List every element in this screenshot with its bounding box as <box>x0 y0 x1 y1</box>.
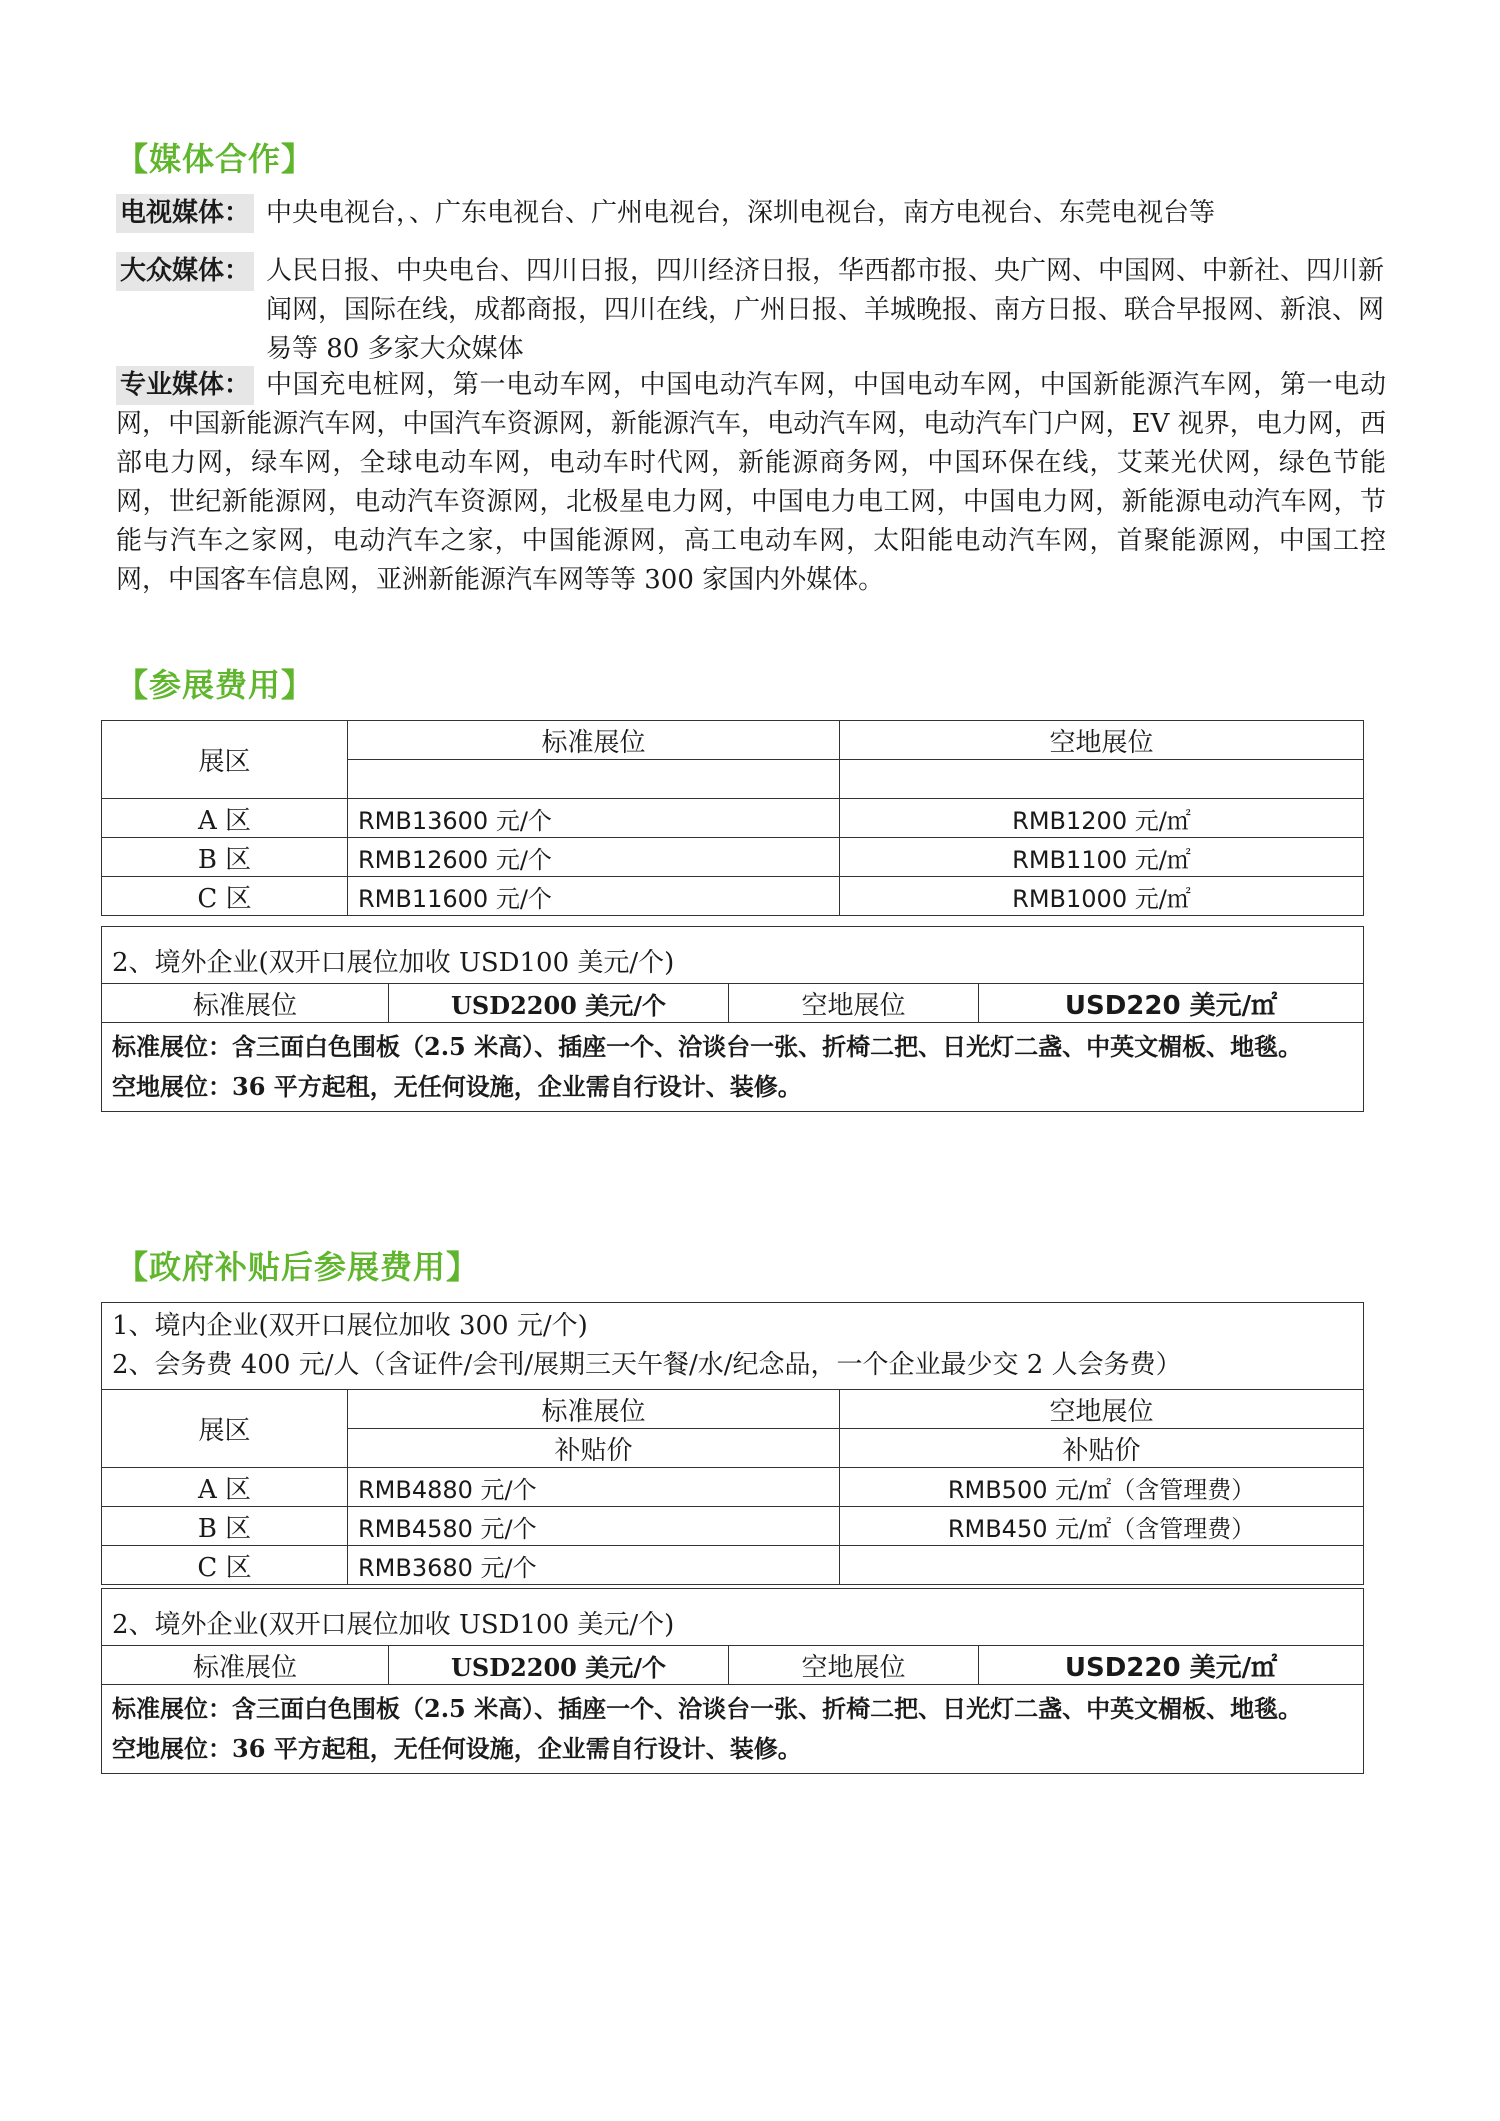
mass-media-text: 人民日报、中央电台、四川日报，四川经济日报，华西都市报、央广网、中国网、中新社、四川新闻网，国际在线，成都商报，四川在线，广州日报、羊城晚报、南方日报、联合早报网、新浪、网易等 80 多家大众媒体 <box>266 256 1385 364</box>
note-std-key: 标准展位： <box>112 1033 232 1061</box>
fees-overseas-title: 2、境外企业(双开口展位加收 USD100 美元/个) <box>102 927 1364 984</box>
subsidy-header-std-sub: 补贴价 <box>348 1429 840 1468</box>
raw-price-cell: RMB1100 元/㎡ <box>840 838 1364 877</box>
fees-notes <box>102 1023 1364 1112</box>
fees-header-raw: 空地展位 <box>840 721 1364 760</box>
table-row <box>102 1546 1364 1585</box>
zone-cell: A 区 <box>102 799 348 838</box>
tv-media-text: 中央电视台，、广东电视台、广州电视台，深圳电视台，南方电视台、东莞电视台等 <box>266 198 1216 228</box>
table-row <box>102 877 1364 916</box>
overseas-std-price: USD2200 美元/个 <box>389 984 729 1023</box>
subsidy-intro-domestic: 1、境内企业(双开口展位加收 300 元/个) <box>112 1311 588 1341</box>
subsidy-notes <box>102 1685 1364 1774</box>
note-std-text: 含三面白色围板（2.5 米高）、插座一个、洽谈台一张、折椅二把、日光灯二盏、中英文楣板、地毯。 <box>232 1032 1303 1061</box>
zone-cell: B 区 <box>102 838 348 877</box>
fees-header-raw-sub <box>840 760 1364 799</box>
note-raw-key: 空地展位： <box>112 1073 232 1101</box>
overseas-std-price: USD2200 美元/个 <box>389 1646 729 1685</box>
mass-media-label: 大众媒体： <box>116 252 254 291</box>
std-price-cell: RMB11600 元/个 <box>348 877 840 916</box>
raw-price-cell: RMB1200 元/㎡ <box>840 799 1364 838</box>
std-price-cell: RMB12600 元/个 <box>348 838 840 877</box>
table-row <box>102 1468 1364 1507</box>
zone-cell: C 区 <box>102 1546 348 1585</box>
overseas-raw-label: 空地展位 <box>729 1646 979 1685</box>
subsidy-header-zone: 展区 <box>102 1390 348 1468</box>
fees-section-title: 【参展费用】 <box>116 666 315 704</box>
subsidy-header-raw: 空地展位 <box>840 1390 1364 1429</box>
raw-price-cell: RMB500 元/㎡（含管理费） <box>840 1468 1364 1507</box>
raw-price-cell: RMB450 元/㎡（含管理费） <box>840 1507 1364 1546</box>
pro-media-text: 中国充电桩网，第一电动车网，中国电动汽车网，中国电动车网，中国新能源汽车网，第一电动网，中国新能源汽车网，中国汽车资源网，新能源汽车，电动汽车网，电动汽车门户网，EV 视界，电力网，西部电力网，绿车网，全球电动车网，电动车时代网，新能源商务网，中国环保在线，艾莱光伏网，绿色节能网，世纪新能源网，电动汽车资源网，北极星电力网，中国电力电工网，中国电力网，新能源电动汽车网，节能与汽车之家网，电动汽车之家，中国能源网，高工电动车网，太阳能电动汽车网，首聚能源网，中国工控网，中国客车信息网，亚洲新能源汽车网等等 300 家国内外媒体。 <box>116 370 1386 595</box>
fees-overseas-table <box>101 926 1364 1112</box>
fees-header-std-sub <box>348 760 840 799</box>
tv-media-row <box>116 194 1386 233</box>
overseas-std-label: 标准展位 <box>102 1646 389 1685</box>
std-price-cell: RMB3680 元/个 <box>348 1546 840 1585</box>
fees-header-std: 标准展位 <box>348 721 840 760</box>
overseas-raw-label: 空地展位 <box>729 984 979 1023</box>
raw-price-cell: RMB1000 元/㎡ <box>840 877 1364 916</box>
note-raw-text: 36 平方起租，无任何设施，企业需自行设计、装修。 <box>232 1734 802 1763</box>
fees-table <box>101 720 1364 916</box>
overseas-std-label: 标准展位 <box>102 984 389 1023</box>
subsidy-section-title: 【政府补贴后参展费用】 <box>116 1248 480 1286</box>
table-row <box>102 1507 1364 1546</box>
overseas-raw-price: USD220 美元/㎡ <box>979 984 1364 1023</box>
note-raw-text: 36 平方起租，无任何设施，企业需自行设计、装修。 <box>232 1072 802 1101</box>
note-raw-key: 空地展位： <box>112 1735 232 1763</box>
subsidy-overseas-title: 2、境外企业(双开口展位加收 USD100 美元/个) <box>102 1589 1364 1646</box>
subsidy-table <box>101 1302 1364 1585</box>
zone-cell: B 区 <box>102 1507 348 1546</box>
pro-media-row <box>116 366 1386 600</box>
subsidy-header-std: 标准展位 <box>348 1390 840 1429</box>
pro-media-label: 专业媒体： <box>116 366 254 405</box>
subsidy-header-raw-sub: 补贴价 <box>840 1429 1364 1468</box>
zone-cell: C 区 <box>102 877 348 916</box>
fees-header-zone: 展区 <box>102 721 348 799</box>
tv-media-label: 电视媒体： <box>116 194 254 233</box>
std-price-cell: RMB4880 元/个 <box>348 1468 840 1507</box>
mass-media-row <box>116 252 1386 369</box>
subsidy-intro <box>102 1303 1364 1390</box>
std-price-cell: RMB4580 元/个 <box>348 1507 840 1546</box>
media-section-title: 【媒体合作】 <box>116 140 315 178</box>
subsidy-intro-fee: 2、会务费 400 元/人（含证件/会刊/展期三天午餐/水/纪念品，一个企业最少交 2 人会务费） <box>112 1350 1182 1380</box>
overseas-raw-price: USD220 美元/㎡ <box>979 1646 1364 1685</box>
table-row <box>102 838 1364 877</box>
std-price-cell: RMB13600 元/个 <box>348 799 840 838</box>
raw-price-cell <box>840 1546 1364 1585</box>
table-row <box>102 799 1364 838</box>
subsidy-overseas-table <box>101 1588 1364 1774</box>
note-std-text: 含三面白色围板（2.5 米高）、插座一个、洽谈台一张、折椅二把、日光灯二盏、中英文楣板、地毯。 <box>232 1694 1303 1723</box>
note-std-key: 标准展位： <box>112 1695 232 1723</box>
zone-cell: A 区 <box>102 1468 348 1507</box>
